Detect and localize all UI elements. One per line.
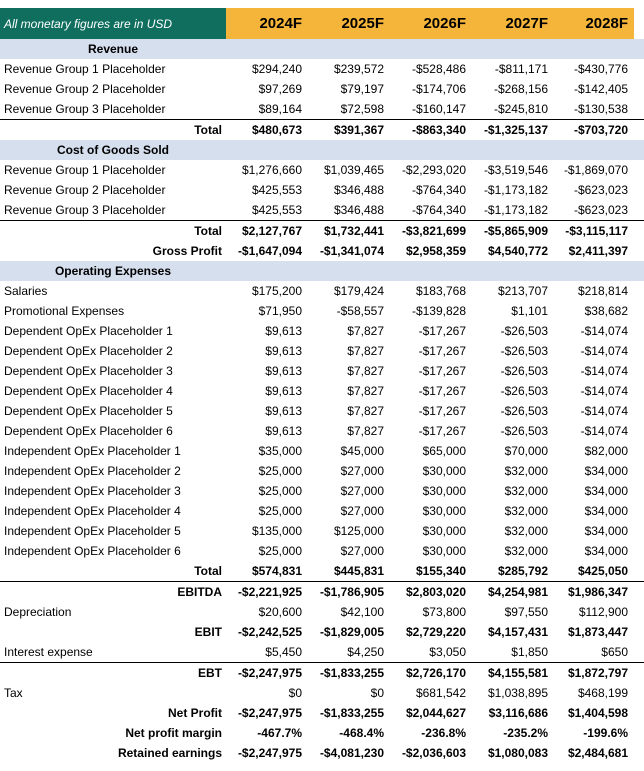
value-cell[interactable]: $25,000 [258, 544, 302, 558]
row-label: Retained earnings [117, 746, 222, 760]
value-cell[interactable]: $183,768 [415, 284, 466, 298]
value-cell[interactable]: -$17,267 [418, 324, 466, 338]
row-label: Total [194, 224, 222, 238]
value-cell[interactable]: $25,000 [258, 484, 302, 498]
value-cell[interactable]: $2,484,681 [567, 746, 628, 760]
row-label: Salaries [4, 284, 48, 298]
row-label: Total [194, 123, 222, 137]
value-cell[interactable]: -$139,828 [411, 304, 466, 318]
table-row [0, 321, 644, 341]
value-cell[interactable]: -$2,036,603 [401, 746, 466, 760]
value-cell[interactable]: -$142,405 [573, 82, 628, 96]
value-cell[interactable]: $9,613 [265, 404, 302, 418]
value-cell[interactable]: -$174,706 [411, 82, 466, 96]
value-cell[interactable]: $9,613 [265, 424, 302, 438]
row-label: Revenue Group 1 Placeholder [4, 163, 166, 177]
value-cell[interactable]: -$1,341,074 [319, 244, 384, 258]
value-cell[interactable]: $175,200 [251, 284, 302, 298]
value-cell[interactable]: $30,000 [422, 544, 466, 558]
value-cell[interactable]: -$14,074 [580, 344, 628, 358]
value-cell[interactable]: $79,197 [340, 82, 384, 96]
value-cell[interactable]: -$1,173,182 [483, 183, 548, 197]
value-cell[interactable]: $7,827 [347, 384, 384, 398]
value-cell[interactable]: -$17,267 [418, 364, 466, 378]
value-cell[interactable]: -$26,503 [500, 324, 548, 338]
value-cell[interactable]: $112,900 [578, 605, 628, 619]
table-row [0, 200, 644, 220]
row-label: Revenue Group 1 Placeholder [4, 62, 166, 76]
table-row [0, 361, 644, 381]
row-label: Independent OpEx Placeholder 2 [4, 464, 181, 478]
section-title: Revenue [87, 42, 139, 56]
value-cell[interactable]: $2,411,397 [568, 244, 628, 258]
retained-earnings-row [0, 743, 644, 763]
table-row [0, 461, 644, 481]
value-cell[interactable]: $89,164 [258, 102, 302, 116]
value-cell[interactable]: $27,000 [340, 464, 384, 478]
value-cell[interactable]: -$764,340 [411, 183, 466, 197]
year-header[interactable]: 2026F [390, 8, 472, 39]
section-header [0, 140, 644, 160]
row-label: Revenue Group 2 Placeholder [4, 183, 166, 197]
table-row [0, 481, 644, 501]
value-cell[interactable]: -$2,293,020 [401, 163, 466, 177]
value-cell[interactable]: $2,803,020 [405, 585, 466, 599]
value-cell[interactable]: -$2,247,975 [237, 706, 302, 720]
value-cell[interactable]: $218,814 [577, 284, 628, 298]
value-cell[interactable]: $72,598 [340, 102, 384, 116]
row-label: Revenue Group 3 Placeholder [4, 102, 166, 116]
value-cell[interactable]: $294,240 [251, 62, 302, 76]
value-cell[interactable]: $32,000 [504, 524, 548, 538]
table-row [0, 180, 644, 200]
value-cell[interactable]: -$2,242,525 [237, 625, 302, 639]
value-cell[interactable]: $285,792 [497, 564, 548, 578]
value-cell[interactable]: $71,950 [258, 304, 302, 318]
value-cell[interactable]: $30,000 [422, 504, 466, 518]
value-cell[interactable]: $2,726,170 [405, 666, 466, 680]
table-row [0, 421, 644, 441]
value-cell[interactable]: $135,000 [251, 524, 302, 538]
value-cell[interactable]: $38,682 [584, 304, 628, 318]
row-label: Dependent OpEx Placeholder 3 [4, 364, 173, 378]
table-row [0, 59, 644, 79]
value-cell[interactable]: $179,424 [333, 284, 384, 298]
row-label: Independent OpEx Placeholder 5 [4, 524, 181, 538]
value-cell[interactable]: $1,039,465 [323, 163, 384, 177]
value-cell[interactable]: $97,269 [258, 82, 302, 96]
table-row [0, 441, 644, 461]
value-cell[interactable]: -$863,340 [411, 123, 466, 137]
row-label: Dependent OpEx Placeholder 2 [4, 344, 173, 358]
value-cell[interactable]: $32,000 [504, 504, 548, 518]
value-cell[interactable]: -$26,503 [500, 424, 548, 438]
row-label: Interest expense [4, 645, 93, 659]
net-profit-row [0, 703, 644, 723]
value-cell[interactable]: -$811,171 [494, 62, 548, 76]
value-cell[interactable]: $97,550 [504, 605, 548, 619]
value-cell[interactable]: $1,080,083 [487, 746, 548, 760]
value-cell[interactable]: -$1,869,070 [563, 163, 628, 177]
value-cell[interactable]: $9,613 [265, 324, 302, 338]
interest-row [0, 642, 644, 662]
value-cell[interactable]: $5,450 [265, 645, 302, 659]
value-cell[interactable]: $1,732,441 [323, 224, 384, 238]
row-label: Total [194, 564, 222, 578]
value-cell[interactable]: -$3,821,699 [401, 224, 466, 238]
value-cell[interactable]: -$1,173,182 [483, 203, 548, 217]
value-cell[interactable]: $27,000 [340, 544, 384, 558]
value-cell[interactable]: $1,276,660 [241, 163, 302, 177]
section-header [0, 39, 644, 59]
value-cell[interactable]: $0 [370, 686, 384, 700]
value-cell[interactable]: -$2,221,925 [237, 585, 302, 599]
row-label: Revenue Group 3 Placeholder [4, 203, 166, 217]
value-cell[interactable]: $391,367 [333, 123, 384, 137]
value-cell[interactable]: -$26,503 [500, 344, 548, 358]
value-cell[interactable]: $239,572 [333, 62, 384, 76]
total-row [0, 119, 644, 140]
value-cell[interactable]: $650 [601, 645, 628, 659]
value-cell[interactable]: $32,000 [504, 544, 548, 558]
table-row [0, 501, 644, 521]
value-cell[interactable]: $1,872,797 [567, 666, 628, 680]
header-row [0, 8, 644, 39]
value-cell[interactable]: -$1,833,255 [319, 666, 384, 680]
value-cell[interactable]: $468,199 [577, 686, 628, 700]
value-cell[interactable]: -$130,538 [573, 102, 628, 116]
value-cell[interactable]: $7,827 [347, 324, 384, 338]
table-row [0, 99, 644, 119]
row-label: Depreciation [4, 605, 72, 619]
value-cell[interactable]: -$17,267 [418, 424, 466, 438]
value-cell[interactable]: -$14,074 [580, 324, 628, 338]
value-cell[interactable]: $425,050 [577, 564, 628, 578]
value-cell[interactable]: $1,101 [511, 304, 548, 318]
value-cell[interactable]: -$1,647,094 [237, 244, 302, 258]
value-cell[interactable]: -$1,325,137 [483, 123, 548, 137]
value-cell[interactable]: $34,000 [584, 524, 628, 538]
value-cell[interactable]: $4,254,981 [487, 585, 548, 599]
row-label: Independent OpEx Placeholder 6 [4, 544, 181, 558]
year-header[interactable]: 2027F [472, 8, 554, 39]
total-row [0, 561, 644, 581]
value-cell[interactable]: $346,488 [333, 203, 384, 217]
value-cell[interactable]: $73,800 [422, 605, 466, 619]
row-label: Gross Profit [152, 244, 222, 258]
value-cell[interactable]: $4,155,581 [487, 666, 548, 680]
value-cell[interactable]: $1,986,347 [567, 585, 628, 599]
value-cell[interactable]: $2,729,220 [405, 625, 466, 639]
table-row [0, 79, 644, 99]
row-label: Dependent OpEx Placeholder 5 [4, 404, 173, 418]
value-cell[interactable]: $4,250 [347, 645, 384, 659]
table-body [0, 39, 644, 763]
table-row [0, 301, 644, 321]
total-row [0, 220, 644, 241]
table-row [0, 381, 644, 401]
value-cell[interactable]: -$58,557 [336, 304, 384, 318]
value-cell[interactable]: -$1,829,005 [319, 625, 384, 639]
value-cell[interactable]: $20,600 [258, 605, 302, 619]
value-cell[interactable]: $1,850 [511, 645, 548, 659]
row-label: EBIT [194, 625, 222, 639]
value-cell[interactable]: $7,827 [347, 424, 384, 438]
value-cell[interactable]: $30,000 [422, 484, 466, 498]
value-cell[interactable]: $9,613 [265, 384, 302, 398]
value-cell[interactable]: $0 [288, 686, 302, 700]
value-cell[interactable]: -$26,503 [500, 384, 548, 398]
currency-note: All monetary figures are in USD [0, 8, 226, 39]
value-cell[interactable]: $480,673 [251, 123, 302, 137]
row-label: Dependent OpEx Placeholder 4 [4, 384, 173, 398]
section-title: Operating Expenses [54, 264, 172, 278]
value-cell[interactable]: $30,000 [422, 464, 466, 478]
value-cell[interactable]: $125,000 [333, 524, 384, 538]
value-cell[interactable]: $82,000 [584, 444, 628, 458]
ebt-row [0, 662, 644, 683]
row-label: Dependent OpEx Placeholder 6 [4, 424, 173, 438]
value-cell[interactable]: $34,000 [584, 484, 628, 498]
ebit-row [0, 622, 644, 642]
value-cell[interactable]: $1,038,895 [487, 686, 548, 700]
value-cell[interactable]: $9,613 [265, 364, 302, 378]
value-cell[interactable]: $27,000 [340, 504, 384, 518]
table-row [0, 401, 644, 421]
value-cell[interactable]: -$3,519,546 [483, 163, 548, 177]
table-row [0, 521, 644, 541]
ebitda-row [0, 581, 644, 602]
value-cell[interactable]: -$17,267 [418, 344, 466, 358]
value-cell[interactable]: $35,000 [258, 444, 302, 458]
value-cell[interactable]: -$14,074 [580, 364, 628, 378]
section-header [0, 261, 644, 281]
tax-row [0, 683, 644, 703]
value-cell[interactable]: $32,000 [504, 464, 548, 478]
value-cell[interactable]: -$14,074 [580, 424, 628, 438]
value-cell[interactable]: $3,050 [429, 645, 466, 659]
value-cell[interactable]: -$26,503 [500, 404, 548, 418]
row-label: Tax [4, 686, 23, 700]
value-cell[interactable]: -$14,074 [580, 384, 628, 398]
value-cell[interactable]: $9,613 [265, 344, 302, 358]
value-cell[interactable]: $346,488 [333, 183, 384, 197]
value-cell[interactable]: $65,000 [422, 444, 466, 458]
value-cell[interactable]: -$2,247,975 [237, 666, 302, 680]
table-row [0, 341, 644, 361]
section-title: Cost of Goods Sold [57, 143, 169, 157]
value-cell[interactable]: $3,116,686 [488, 706, 548, 720]
pnl-sheet [0, 8, 644, 763]
row-label: Net profit margin [125, 726, 222, 740]
year-header[interactable]: 2025F [308, 8, 390, 39]
value-cell[interactable]: -$17,267 [418, 404, 466, 418]
value-cell[interactable]: $1,404,598 [567, 706, 628, 720]
value-cell[interactable]: $4,157,431 [487, 625, 548, 639]
row-label: EBT [198, 666, 222, 680]
value-cell[interactable]: $45,000 [340, 444, 384, 458]
value-cell[interactable]: $25,000 [258, 464, 302, 478]
value-cell[interactable]: -$26,503 [500, 364, 548, 378]
row-label: Net Profit [168, 706, 222, 720]
value-cell[interactable]: -$1,786,905 [319, 585, 384, 599]
row-label: Independent OpEx Placeholder 4 [4, 504, 181, 518]
value-cell[interactable]: -236.8% [421, 726, 466, 740]
row-label: Independent OpEx Placeholder 1 [4, 444, 181, 458]
value-cell[interactable]: -$17,267 [418, 384, 466, 398]
value-cell[interactable]: $42,100 [340, 605, 384, 619]
value-cell[interactable]: -$623,023 [573, 183, 628, 197]
value-cell[interactable]: -$528,486 [411, 62, 466, 76]
value-cell[interactable]: -$3,115,117 [565, 224, 628, 238]
value-cell[interactable]: $7,827 [347, 344, 384, 358]
table-row [0, 281, 644, 301]
row-label: Independent OpEx Placeholder 3 [4, 484, 181, 498]
value-cell[interactable]: $1,873,447 [567, 625, 628, 639]
value-cell[interactable]: -$764,340 [411, 203, 466, 217]
value-cell[interactable]: -468.4% [339, 726, 384, 740]
value-cell[interactable]: $2,044,627 [405, 706, 466, 720]
margin-row [0, 723, 644, 743]
value-cell[interactable]: -$703,720 [573, 123, 628, 137]
value-cell[interactable]: $7,827 [347, 364, 384, 378]
value-cell[interactable]: $155,340 [415, 564, 466, 578]
value-cell[interactable]: $425,553 [251, 183, 302, 197]
value-cell[interactable]: $27,000 [340, 484, 384, 498]
value-cell[interactable]: -$160,147 [411, 102, 466, 116]
value-cell[interactable]: $681,542 [415, 686, 466, 700]
row-label: Dependent OpEx Placeholder 1 [4, 324, 173, 338]
value-cell[interactable]: -$4,081,230 [319, 746, 384, 760]
value-cell[interactable]: $445,831 [333, 564, 384, 578]
value-cell[interactable]: -467.7% [257, 726, 302, 740]
value-cell[interactable]: -$14,074 [580, 404, 628, 418]
value-cell[interactable]: -199.6% [583, 726, 628, 740]
value-cell[interactable]: -$1,833,255 [319, 706, 384, 720]
value-cell[interactable]: -$623,023 [573, 203, 628, 217]
year-header[interactable]: 2028F [554, 8, 634, 39]
value-cell[interactable]: $213,707 [497, 284, 548, 298]
value-cell[interactable]: -$5,865,909 [483, 224, 548, 238]
value-cell[interactable]: $574,831 [251, 564, 302, 578]
value-cell[interactable]: $2,958,359 [405, 244, 466, 258]
value-cell[interactable]: $2,127,767 [241, 224, 302, 238]
value-cell[interactable]: $34,000 [584, 544, 628, 558]
year-header[interactable]: 2024F [226, 8, 308, 39]
value-cell[interactable]: $34,000 [584, 504, 628, 518]
value-cell[interactable]: $425,553 [251, 203, 302, 217]
gross-profit-row [0, 241, 644, 261]
value-cell[interactable]: -$268,156 [493, 82, 548, 96]
row-label: EBITDA [177, 585, 222, 599]
table-row [0, 541, 644, 561]
value-cell[interactable]: $25,000 [258, 504, 302, 518]
value-cell[interactable]: -$2,247,975 [237, 746, 302, 760]
value-cell[interactable]: -$245,810 [493, 102, 548, 116]
value-cell[interactable]: $30,000 [422, 524, 466, 538]
value-cell[interactable]: -$430,776 [573, 62, 628, 76]
row-label: Revenue Group 2 Placeholder [4, 82, 166, 96]
row-label: Promotional Expenses [4, 304, 125, 318]
value-cell[interactable]: $70,000 [504, 444, 548, 458]
table-row [0, 160, 644, 180]
value-cell[interactable]: -235.2% [503, 726, 548, 740]
value-cell[interactable]: $7,827 [347, 404, 384, 418]
value-cell[interactable]: $4,540,772 [487, 244, 548, 258]
value-cell[interactable]: $34,000 [584, 464, 628, 478]
value-cell[interactable]: $32,000 [504, 484, 548, 498]
depreciation-row [0, 602, 644, 622]
